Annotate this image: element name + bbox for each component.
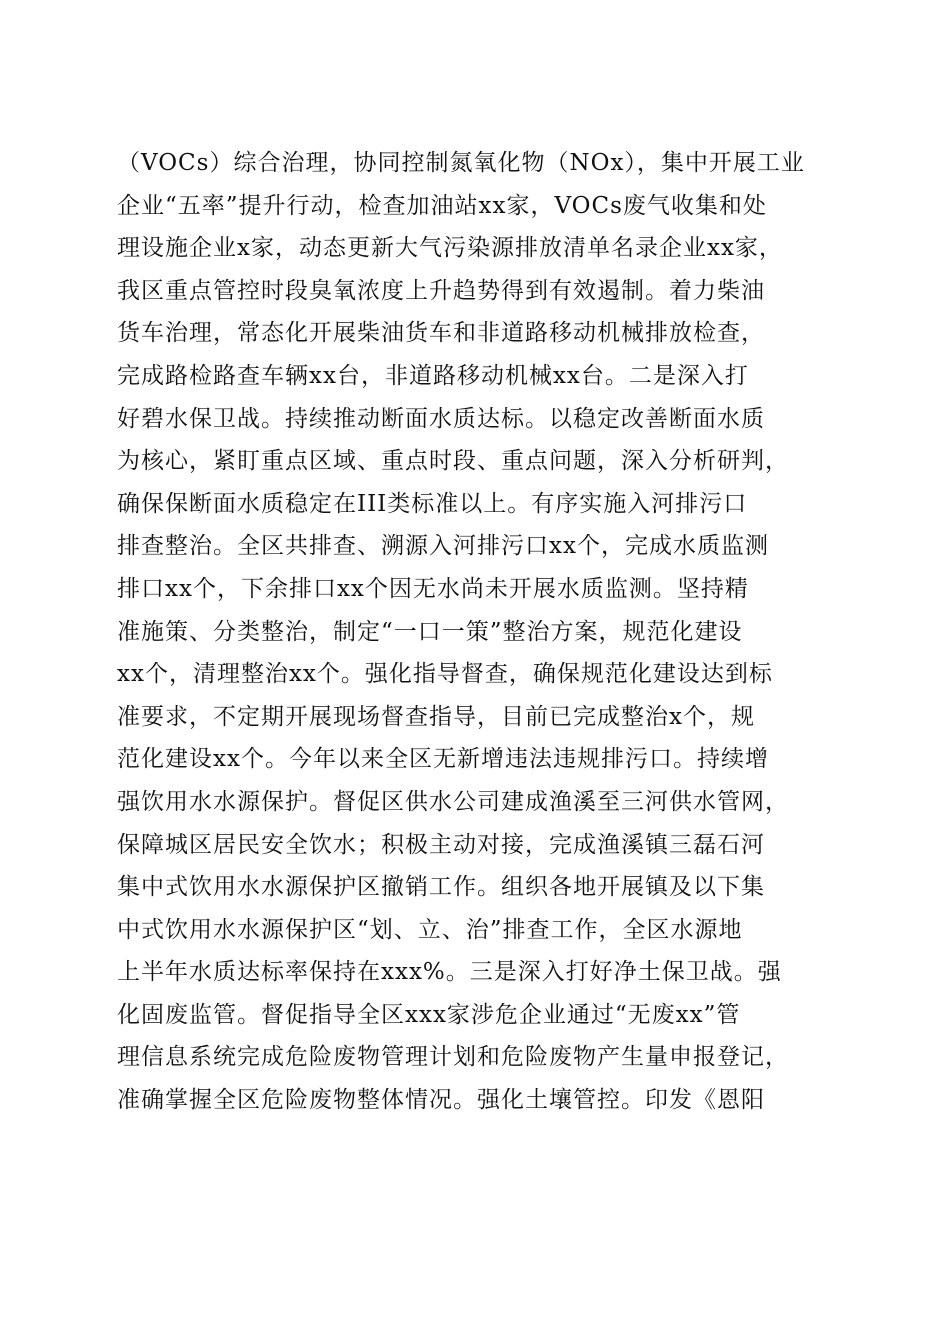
text-line: （VOCs）综合治理，协同控制氮氧化物（NOx），集中开展工业 [117,150,805,176]
text-line: 准施策、分类整治，制定“一口一策”整治方案，规范化建设 [117,618,743,645]
text-line: 好碧水保卫战。持续推动断面水质达标。以稳定改善断面水质 [117,405,765,432]
text-line: 保障城区居民安全饮水；积极主动对接，完成渔溪镇三磊石河 [117,831,765,858]
text-line: 强饮用水水源保护。督促区供水公司建成渔溪至三河供水管网， [117,788,789,815]
text-line: 理设施企业x家，动态更新大气污染源排放清单名录企业xx家， [117,235,783,262]
text-line: 中式饮用水水源保护区“划、立、治”排查工作，全区水源地 [117,916,743,943]
text-line: 完成路检路查车辆xx台，非道路移动机械xx台。二是深入打 [117,362,749,389]
text-line: 理信息系统完成危险废物管理计划和危险废物产生量申报登记， [117,1044,789,1071]
text-line: 排查整治。全区共排查、溯源入河排污口xx个，完成水质监测 [117,533,769,560]
text-line: xx个，清理整治xx个。强化指导督查，确保规范化建设达到标 [117,661,773,688]
text-line: 上半年水质达标率保持在xxx%。三是深入打好净土保卫战。强 [117,959,782,986]
text-line: 确保保断面水质稳定在III类标准以上。有序实施入河排污口 [117,490,748,517]
text-line: 范化建设xx个。今年以来全区无新增违法违规排污口。持续增 [117,746,769,773]
text-line: 货车治理，常态化开展柴油货车和非道路移动机械排放检查， [117,320,765,347]
text-line: 为核心，紧盯重点区域、重点时段、重点问题，深入分析研判， [117,448,789,475]
text-line: 我区重点管控时段臭氧浓度上升趋势得到有效遏制。着力柴油 [117,277,765,304]
text-line: 准要求，不定期开展现场督查指导，目前已完成整治x个，规 [117,703,755,730]
text-line: 化固废监管。督促指导全区xxx家涉危企业通过“无废xx”管 [117,1001,741,1028]
text-line: 排口xx个，下余排口xx个因无水尚未开展水质监测。坚持精 [117,575,749,602]
document-body [117,142,837,1122]
text-line: 集中式饮用水水源保护区撤销工作。组织各地开展镇及以下集 [117,874,765,901]
text-line: 企业“五率”提升行动，检查加油站xx家，VOCs废气收集和处 [117,192,767,219]
text-line: 准确掌握全区危险废物整体情况。强化土壤管控。印发《恩阳 [117,1087,765,1114]
